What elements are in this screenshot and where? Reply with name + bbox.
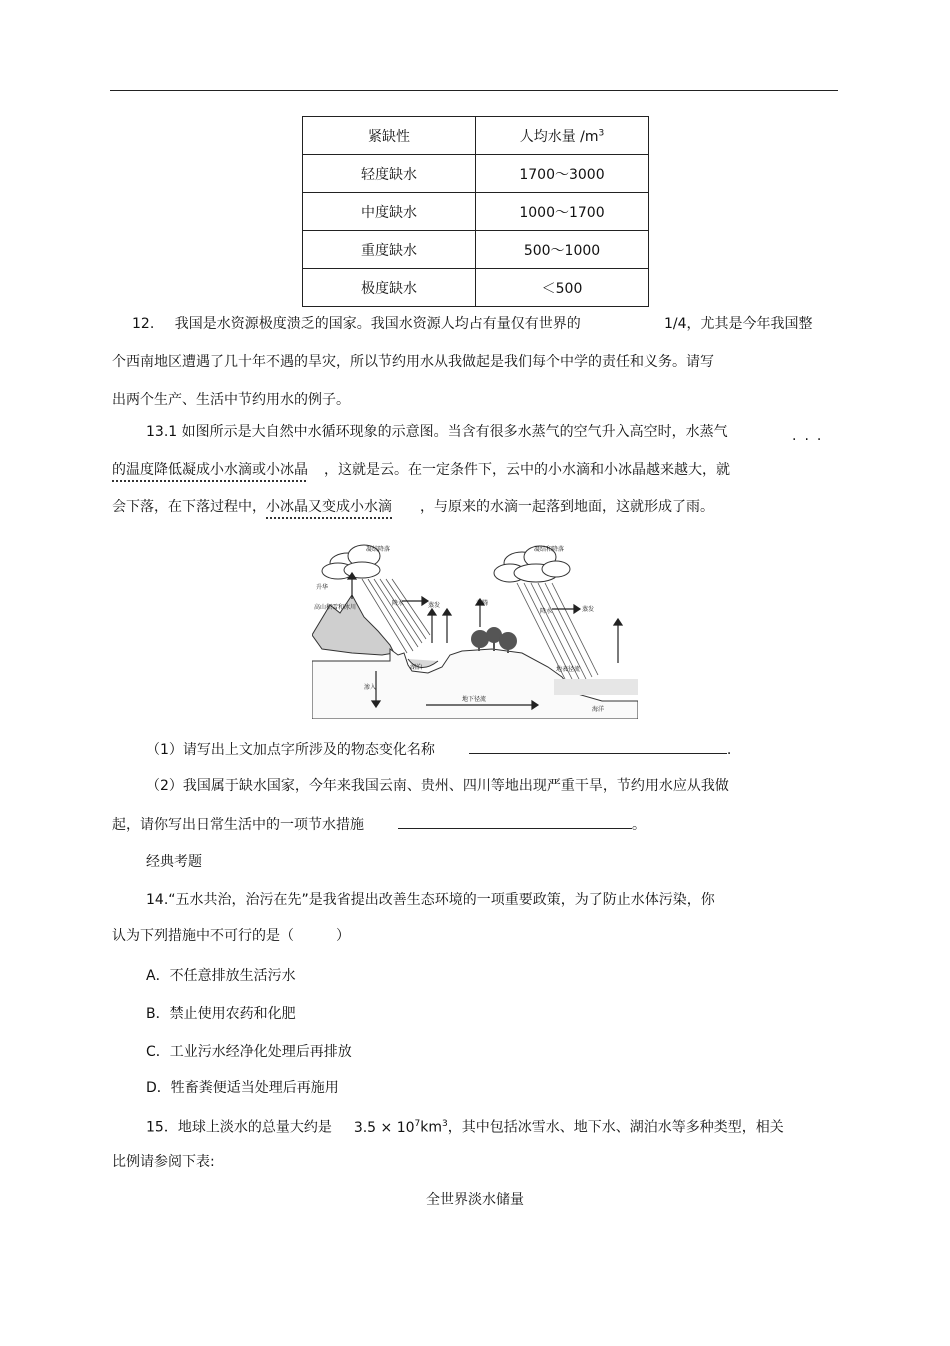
q13-sub1-end: .: [726, 742, 732, 758]
q13-line3: [112, 497, 714, 517]
diagram-label: 高山积雪和冰川: [314, 604, 357, 611]
table-title: 全世界淡水储量: [426, 1192, 524, 1208]
q12-line3: 出两个生产、生活中节约用水的例子。: [112, 392, 350, 408]
table-cell: 轻度缺水: [303, 155, 476, 193]
q15-line1: [146, 1114, 784, 1138]
ocean-shape: [554, 679, 638, 695]
diagram-label: 渗入: [364, 684, 377, 691]
table-row: [303, 155, 649, 193]
diagram-label: 凝结和降落: [534, 546, 565, 553]
diagram-label: 凝结降落: [366, 546, 391, 553]
diagram-label: 降水: [392, 600, 405, 607]
answer-blank-2[interactable]: [398, 814, 632, 829]
option-c[interactable]: C．工业污水经净化处理后再排放: [146, 1044, 352, 1060]
emphasis-dots: ···: [792, 432, 830, 448]
q12-line1-end: 1/4，尤其是今年我国整: [664, 316, 813, 332]
table-cell: 500～1000: [476, 231, 649, 269]
header-text: 人均水量 /m: [519, 128, 599, 145]
table-row: [303, 231, 649, 269]
q15-text: 15．地球上淡水的总量大约是: [146, 1119, 332, 1136]
q13-sub2-end: 。: [632, 817, 646, 833]
diagram-label: 海洋: [592, 706, 605, 713]
q13-sub2-line1: （2）我国属于缺水国家，今年来我国云南、贵州、四川等地出现严重干旱，节约用水应从我做: [146, 778, 729, 794]
q15-unit: km: [420, 1119, 443, 1136]
q13-dotted-phrase: 的温度降低凝成小水滴或小冰晶: [112, 462, 308, 478]
table-cell: 中度缺水: [303, 193, 476, 231]
section-title: 经典考题: [146, 854, 202, 870]
q13-line3-end: ，与原来的水滴一起落到地面，这就形成了雨。: [420, 499, 714, 515]
q15-exponent: 7: [414, 1119, 421, 1129]
header-rule: [110, 90, 838, 91]
table-header-cell: [476, 117, 649, 155]
diagram-label: 地下径流: [462, 696, 487, 703]
q12-number: 12.: [132, 316, 155, 332]
diagram-label: 蒸发: [582, 606, 595, 613]
q14-line2: 认为下列措施中不可行的是（ ）: [112, 928, 350, 944]
q13-line2: [112, 460, 730, 480]
q13-sub2-text: 起，请你写出日常生活中的一项节水措施: [112, 817, 364, 833]
q12-text: 我国是水资源极度溃乏的国家。我国水资源人均占有量仅有世界的: [174, 316, 581, 332]
q14-line1: 14.“五水共治，治污在先”是我省提出改善生态环境的一项重要政策，为了防止水体污染，你: [146, 892, 715, 908]
q13-sub1: [146, 739, 731, 760]
diagram-label: 湖泊: [410, 664, 423, 671]
option-a[interactable]: A．不任意排放生活污水: [146, 968, 296, 984]
table-cell: 重度缺水: [303, 231, 476, 269]
water-cycle-diagram: [312, 543, 638, 719]
q12-line1: [132, 314, 581, 334]
q13-sub2-line2: [112, 814, 646, 835]
diagram-label: 蒸发: [428, 602, 441, 609]
q15-unit-exponent: 3: [442, 1119, 448, 1129]
q12-line2: 个西南地区遭遇了几十年不遇的旱灾，所以节约用水从我做起是我们每个中学的责任和义务。请写: [112, 354, 714, 370]
diagram-label: 地表径流: [556, 666, 581, 673]
trees-icon: [471, 627, 517, 653]
table-cell: 极度缺水: [303, 269, 476, 307]
q13-line2-rest: ，这就是云。在一定条件下，云中的小水滴和小冰晶越来越大，就: [324, 462, 730, 478]
table-cell: 1700～3000: [476, 155, 649, 193]
table-cell: 1000～1700: [476, 193, 649, 231]
answer-blank-1[interactable]: [469, 739, 727, 754]
diagram-label: 升华: [316, 584, 329, 591]
diagram-label: 蒸腾: [476, 600, 489, 607]
q15-line2: 比例请参阅下表:: [112, 1154, 215, 1170]
option-b[interactable]: B．禁止使用农药和化肥: [146, 1006, 296, 1022]
q13-dotted-phrase: 小冰晶又变成小水滴: [266, 499, 392, 515]
header-exponent: 3: [598, 127, 605, 138]
q15-value: 3.5 × 10: [353, 1119, 415, 1136]
table-header-row: [303, 117, 649, 155]
diagram-label: 降水: [540, 608, 553, 615]
table-row: [303, 193, 649, 231]
table-header-cell: 紧缺性: [303, 117, 476, 155]
table-cell: ＜500: [476, 269, 649, 307]
q15-text-rest: ，其中包括冰雪水、地下水、湖泊水等多种类型，相关: [447, 1119, 784, 1136]
water-scarcity-table: [302, 116, 649, 307]
q13-line3-start: 会下落，在下落过程中，: [112, 499, 266, 515]
table-row: [303, 269, 649, 307]
q13-line1: 13.1 如图所示是大自然中水循环现象的示意图。当含有很多水蒸气的空气升入高空时，水蒸气: [146, 424, 728, 440]
q13-sub1-text: （1）请写出上文加点字所涉及的物态变化名称: [146, 742, 435, 758]
option-d[interactable]: D．牲畜粪便适当处理后再施用: [146, 1080, 339, 1096]
